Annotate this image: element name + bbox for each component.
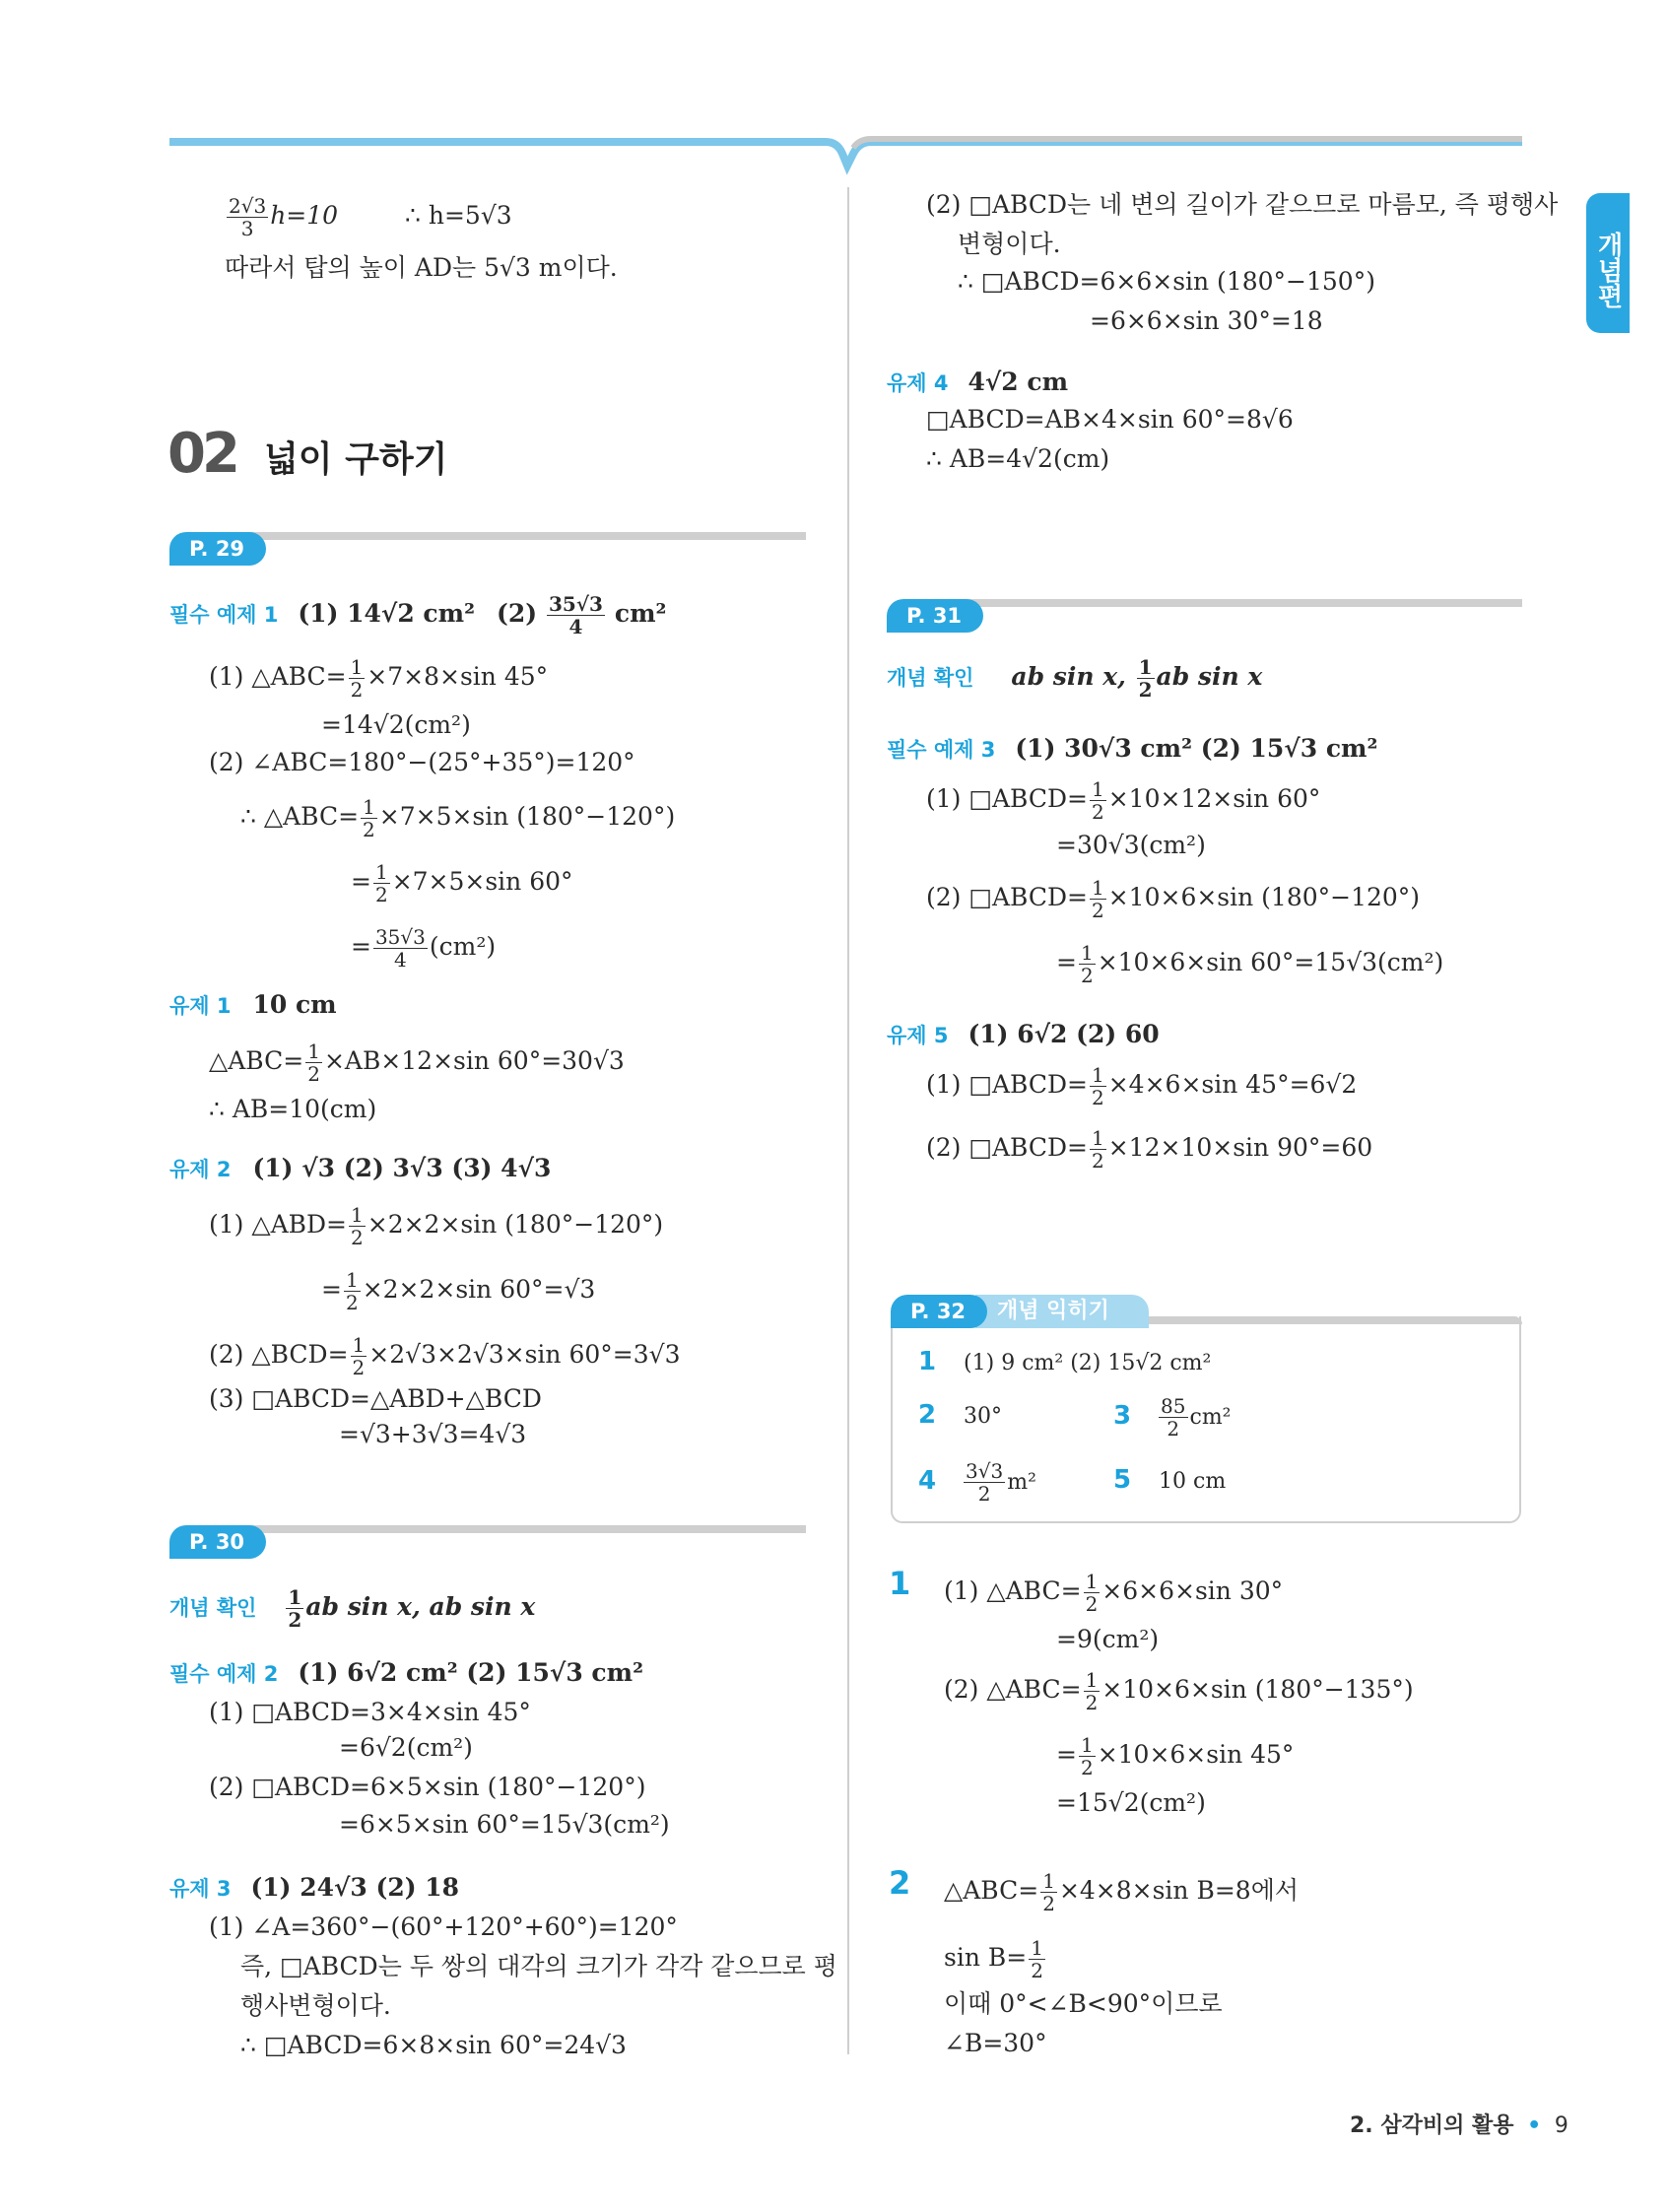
y1-line-1: △ABC= $\frac{1}{2}$ ×AB×12×sin 60°=30√3 <box>209 1039 625 1086</box>
pilsu2-header: 필수 예제 2 (1) 6√2 cm² (2) 15√3 cm² <box>169 1658 644 1687</box>
r-line-1: (2) □ABCD는 네 변의 길이가 같으므로 마름모, 즉 평행사 <box>926 190 1559 219</box>
box-row-1: 1 (1) 9 cm² (2) 15√2 cm² <box>918 1347 1212 1376</box>
q1-line-3: (2) △ABC= $\frac{1}{2}$ ×10×6×sin (180°−135°) <box>944 1668 1414 1714</box>
y2-line-1: (1) △ABD= $\frac{1}{2}$ ×2×2×sin (180°−120°) <box>209 1203 664 1249</box>
q2-line-4: ∠B=30° <box>944 2029 1047 2057</box>
q2-line-3: 이때 0°<∠B<90°이므로 <box>944 1989 1223 2018</box>
p2-line-4: =6×5×sin 60°=15√3(cm²) <box>339 1810 670 1839</box>
tab-p32: P. 32 <box>891 1295 987 1328</box>
column-divider <box>847 187 849 2054</box>
gaenyeom-right: 개념 확인 ab sin x, $\frac{1}{2}$ ab sin x <box>887 655 1263 702</box>
tab-bar-p32 <box>1084 1316 1522 1324</box>
r-line-2: 변형이다. <box>958 230 1061 258</box>
tab-p30: P. 30 <box>169 1525 266 1559</box>
p2-line-2: =6√2(cm²) <box>339 1733 473 1762</box>
box-row-2: 2 30° <box>918 1400 1003 1430</box>
box-row-3: 3 $\frac{85}{2}$ cm² <box>1113 1394 1232 1441</box>
p2-line-3: (2) □ABCD=6×5×sin (180°−120°) <box>209 1773 646 1801</box>
pilsu3-header: 필수 예제 3 (1) 30√3 cm² (2) 15√3 cm² <box>887 734 1378 763</box>
p1-line-4: ∴ △ABC= $\frac{1}{2}$ ×7×5×sin (180°−120°) <box>240 795 676 841</box>
q2-number: 2 <box>889 1864 911 1902</box>
p1-line-3: (2) ∠ABC=180°−(25°+35°)=120° <box>209 748 635 776</box>
footer-dot: • <box>1527 2113 1542 2138</box>
r-line-4: =6×6×sin 30°=18 <box>1090 306 1323 335</box>
footer-chapter: 2. 삼각비의 활용 <box>1350 2113 1514 2138</box>
q1-line-2: =9(cm²) <box>1056 1625 1160 1653</box>
p2-line-1: (1) □ABCD=3×4×sin 45° <box>209 1698 531 1726</box>
p3-line-4: = $\frac{1}{2}$ ×10×6×sin 60°=15√3(cm²) <box>1056 941 1444 987</box>
tab-p29: P. 29 <box>169 532 266 566</box>
side-tab: 개념편 <box>1586 193 1630 333</box>
section-title: 넓이 구하기 <box>264 439 448 480</box>
y5-line-2: (2) □ABCD= $\frac{1}{2}$ ×12×10×sin 90°=60 <box>926 1126 1373 1173</box>
q1-number: 1 <box>889 1565 911 1602</box>
yuje5-header: 유제 5 (1) 6√2 (2) 60 <box>887 1020 1160 1048</box>
y4-line-1: □ABCD=AB×4×sin 60°=8√6 <box>926 405 1294 434</box>
p1-line-5: = $\frac{1}{2}$ ×7×5×sin 60° <box>351 860 573 906</box>
yuje4-header: 유제 4 4√2 cm <box>887 368 1069 396</box>
yuje3-header: 유제 3 (1) 24√3 (2) 18 <box>169 1873 460 1902</box>
footer-page: 9 <box>1554 2113 1568 2138</box>
p32-title: 개념 익히기 <box>997 1299 1109 1323</box>
y1-line-2: ∴ AB=10(cm) <box>209 1095 377 1123</box>
p1-line-6: = $\frac{35√3}{4}$ (cm²) <box>351 925 497 972</box>
yuje2-header: 유제 2 (1) √3 (2) 3√3 (3) 4√3 <box>169 1154 552 1182</box>
tab-bar-p30 <box>236 1525 806 1533</box>
top-line-1: $\frac{2√3}{3}$ h=10 ∴ h=5√3 <box>229 194 512 240</box>
top-line-2: 따라서 탑의 높이 AD는 5√3 m이다. <box>225 253 618 282</box>
y3-line-4: ∴ □ABCD=6×8×sin 60°=24√3 <box>240 2031 627 2059</box>
box-row-5: 5 10 cm <box>1113 1465 1227 1495</box>
q2-line-2: sin B= $\frac{1}{2}$ <box>944 1936 1043 1982</box>
q1-line-5: =15√2(cm²) <box>1056 1788 1206 1817</box>
gaenyeom-left: 개념 확인 $\frac{1}{2}$ ab sin x, ab sin x <box>169 1585 536 1632</box>
pilsu1-header: 필수 예제 1 (1) 14√2 cm² (2) $\frac{35√3}{4}$ cm² <box>169 592 667 638</box>
y4-line-2: ∴ AB=4√2(cm) <box>926 444 1110 473</box>
p3-line-3: (2) □ABCD= $\frac{1}{2}$ ×10×6×sin (180°−120°) <box>926 876 1421 922</box>
tab-p31: P. 31 <box>887 599 983 633</box>
y2-line-3: (2) △BCD= $\frac{1}{2}$ ×2√3×2√3×sin 60°=3√3 <box>209 1333 681 1379</box>
y2-line-4: (3) □ABCD=△ABD+△BCD <box>209 1384 542 1413</box>
q2-line-1: △ABC= $\frac{1}{2}$ ×4×8×sin B=8에서 <box>944 1869 1299 1915</box>
y3-line-2: 즉, □ABCD는 두 쌍의 대각의 크기가 각각 같으므로 평 <box>240 1952 837 1980</box>
y3-line-3: 행사변형이다. <box>240 1991 391 2020</box>
tab-bar-p29 <box>236 532 806 540</box>
y5-line-1: (1) □ABCD= $\frac{1}{2}$ ×4×6×sin 45°=6√2 <box>926 1063 1358 1109</box>
p1-line-2: =14√2(cm²) <box>321 710 471 739</box>
footer <box>1350 2109 1568 2139</box>
y2-line-5: =√3+3√3=4√3 <box>339 1420 527 1448</box>
y3-line-1: (1) ∠A=360°−(60°+120°+60°)=120° <box>209 1912 678 1941</box>
section-number: 02 <box>167 422 236 486</box>
y2-line-2: = $\frac{1}{2}$ ×2×2×sin 60°=√3 <box>321 1268 596 1314</box>
p1-line-1: (1) △ABC= $\frac{1}{2}$ ×7×8×sin 45° <box>209 655 549 702</box>
p3-line-1: (1) □ABCD= $\frac{1}{2}$ ×10×12×sin 60° <box>926 777 1321 824</box>
yuje1-header: 유제 1 10 cm <box>169 990 337 1019</box>
q1-line-4: = $\frac{1}{2}$ ×10×6×sin 45° <box>1056 1733 1295 1779</box>
q1-line-1: (1) △ABC= $\frac{1}{2}$ ×6×6×sin 30° <box>944 1570 1284 1616</box>
r-line-3: ∴ □ABCD=6×6×sin (180°−150°) <box>958 267 1375 296</box>
p3-line-2: =30√3(cm²) <box>1056 831 1206 859</box>
header-bar <box>0 0 1668 177</box>
tab-bar-p31 <box>952 599 1522 607</box>
box-row-4: 4 $\frac{3√3}{2}$ m² <box>918 1459 1036 1506</box>
